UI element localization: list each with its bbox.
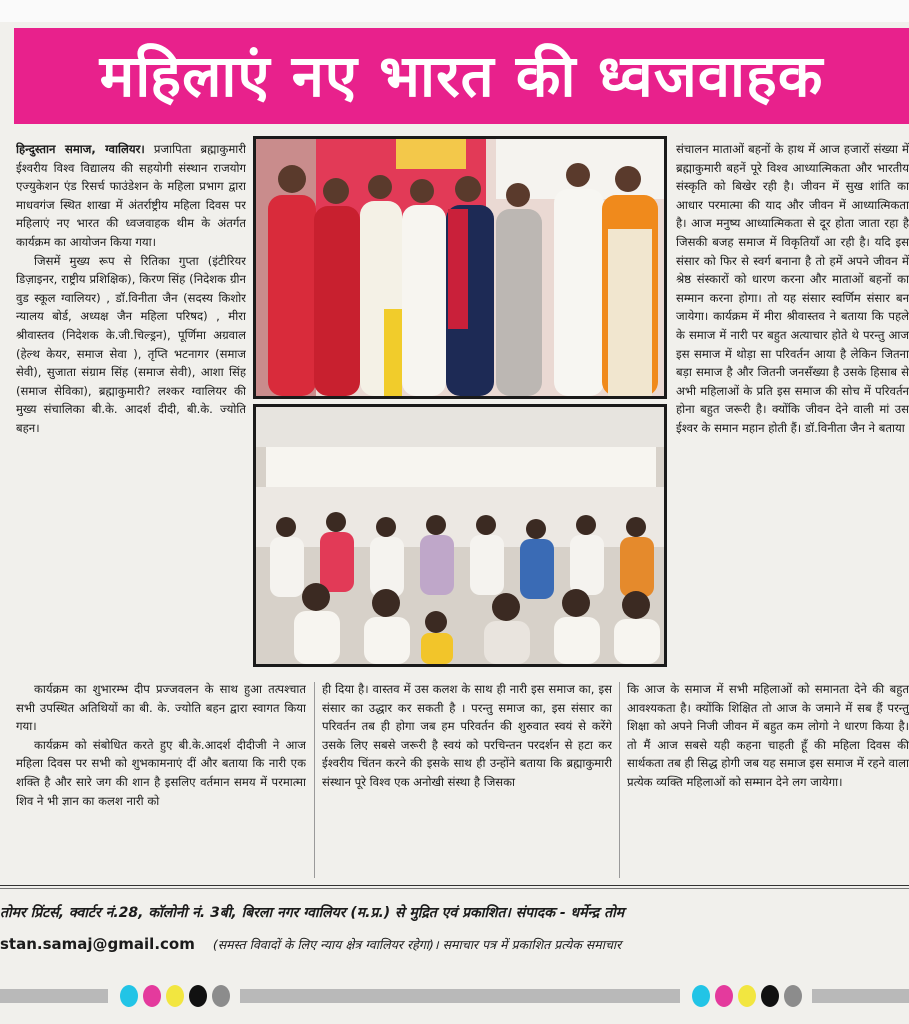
footer-divider [0, 885, 909, 886]
article-paragraph: कार्यक्रम का शुभारम्भ दीप प्रज्जवलन के साथ हुआ तत्पश्चात सभी उपस्थित अतिथियों का बी. के. ज्योति बहन द्वारा स्वागत किया गया। [16, 682, 306, 734]
column-divider [314, 682, 315, 878]
article-paragraph: संचालन माताओं बहनों के हाथ में आज हजारों संख्या में ब्रह्माकुमारी बहनें पूरे विश्व आध्यात्मिकता और भारतीय संस्कृति को बिखेर रही है। जीवन में सुख शांति का आधार परमात्मा की याद और जीवन में आध्यात्मिकता है। आज मनुष्य आध्यात्मिकता से दूर होता जाता रहा है जिसकी बजह समाज में विकृतियाँ आ रही है। यदि इस संसार को फिर से स्वर्ग बनाना है तो हमें अपने जीवन में श्रेष्ठ संस्कारों को धारण करना और माताओं बहनों का सम्मान करना होगा। तो यह संसार स्वर्णिम संसार बन जायेगा। कार्यक्रम में मीरा श्रीवास्तव ने बताया कि पहले के समाज में नारी पर बहुत अत्याचार होते थे परन्तु आज इस समाज में थोड़ा सा परिवर्तन आया है लेकिन जितना बड़ा समाज है और जितनी जनसँख्या है उसके हिसाब से अभी महिलाओं के प्रति इस समाज की सोच में परिवर्तन होना बहुत जरूरी है। क्योंकि जीवन देने वाली मां उस ईश्वर के समान महान होती हैं। डॉ.विनीता जैन ने बताया [676, 142, 909, 435]
registration-yellow-dot [738, 985, 756, 1007]
event-photo-audience [253, 404, 667, 667]
registration-grey-block [812, 989, 909, 1003]
registration-black-dot [761, 985, 779, 1007]
photo-illustration [256, 407, 664, 664]
registration-grey-block [240, 989, 680, 1003]
article-column-right [676, 140, 909, 680]
article-paragraph [16, 140, 246, 252]
headline: महिलाएं नए भारत की ध्वजवाहक [14, 28, 909, 124]
footer-divider [0, 888, 909, 889]
registration-cyan-dot [692, 985, 710, 1007]
event-photo-dignitaries [253, 136, 667, 399]
registration-black-dot [189, 985, 207, 1007]
registration-grey-dot [784, 985, 802, 1007]
registration-magenta-dot [715, 985, 733, 1007]
column-divider [619, 682, 620, 878]
registration-grey-block [0, 989, 108, 1003]
registration-magenta-dot [143, 985, 161, 1007]
article-paragraph: जिसमें मुख्य रूप से रितिका गुप्ता (इंटीरियर डिज़ाइनर, राष्ट्रीय प्रशिक्षिक), किरण सिंह (निदेशक ग्रीन वुड स्कूल ग्वालियर) , डॉ.विनीता जैन (सदस्य किशोर न्यालय बोर्ड, अध्यक्ष जैन महिला परिषद) , मीरा श्रीवास्तव (निदेशक के.जी.चिल्ड्रन), पूर्णिमा अग्रवाल (हेल्थ केयर, समाज सेवा ), तृप्ति भटनागर (समाज सेवी), सुजाता संग्राम सिंह (समाज सेवी), आशा सिंह (समाज सेविका), ब्रह्माकुमारी? लश्कर ग्वालियर की मुख्य संचालिका बी.के. आदर्श दीदी, बी.के. ज्योति बहन। [16, 253, 246, 435]
article-column-left [16, 140, 246, 680]
article-paragraph: कार्यक्रम को संबोधित करते हुए बी.के.आदर्श दीदीजी ने आज महिला दिवस पर सभी को शुभकामनाएं दीं और बताया कि नारी एक शक्ति है और सारे जग की शान है इसलिए वर्तमान समय में परमात्मा शिव ने भी ज्ञान का कलश नारी को [16, 737, 306, 808]
footer-email: stan.samaj@gmail.com [0, 935, 195, 953]
footer-contact-line [0, 934, 909, 953]
footer-disclaimer: (समस्त विवादों के लिए न्याय क्षेत्र ग्वालियर रहेगा)। समाचार पत्र में प्रकाशित प्रत्येक समाचार [212, 937, 622, 952]
article-paragraph: कि आज के समाज में सभी महिलाओं को समानता देने की बहुत आवश्यकता है। क्योंकि शिक्षित तो आज के जमाने में सब हैं परन्तु शिक्षा को अपने निजी जीवन में बहुत कम लोगो ने धारण किया है। तो मैं आज सबसे यही कहना चाहती हूँ की महिला दिवस की सार्थकता तब ही सिद्ध होगी जब यह समाज इस समाज में रहने वाला प्रत्येक व्यक्ति महिलाओं को सम्मान देने लग जायेगा। [627, 682, 909, 789]
registration-grey-dot [212, 985, 230, 1007]
paragraph-text: प्रजापिता ब्रह्माकुमारी ईश्वरीय विश्व विद्यालय की सहयोगी संस्थान राजयोग एज्युकेशन एंड रिसर्च फाउंडेशन के महिला प्रभाग द्वारा माधवगंज स्थित शाखा में अंतर्राष्ट्रीय महिला दिवस पर महिलाएं नए भारत की ध्वजवाहक थीम के अंतर्गत कार्यक्रम का आयोजन किया गया। [16, 142, 246, 249]
print-registration-bar [0, 983, 909, 1009]
article-column-bottom-1 [16, 680, 306, 880]
article-paragraph: ही दिया है। वास्तव में उस कलश के साथ ही नारी इस समाज का, इस संसार का उद्धार कर सकती है । परन्तु समाज का, इस संसार का परिवर्तन तब ही होगा जब हम परिवर्तन की शुरुवात स्वयं से करेंगे उसके लिए सबसे जरूरी है स्वयं को परचिन्तन परदर्शन से हटा कर ईश्वरीय चिंतन करने की इसके साथ ही उन्होंने बताया कि ब्रह्माकुमारी संस्थान पूरे विश्व एक अनोखी संस्था है जिसका [322, 682, 612, 789]
registration-cyan-dot [120, 985, 138, 1007]
page-top-margin [0, 0, 909, 22]
article-column-bottom-3 [627, 680, 909, 880]
dateline: हिन्दुस्तान समाज, ग्वालियर। [16, 142, 145, 156]
footer-imprint: तोमर प्रिंटर्स, क्वार्टर नं.28, कॉलोनी नं. 3बी, बिरला नगर ग्वालियर (म.प्र.) से मुद्रित एवं प्रकाशित। संपादक - धर्मेन्द्र तोम [0, 905, 625, 921]
photo-illustration [256, 139, 664, 396]
article-column-bottom-2 [322, 680, 612, 880]
registration-yellow-dot [166, 985, 184, 1007]
